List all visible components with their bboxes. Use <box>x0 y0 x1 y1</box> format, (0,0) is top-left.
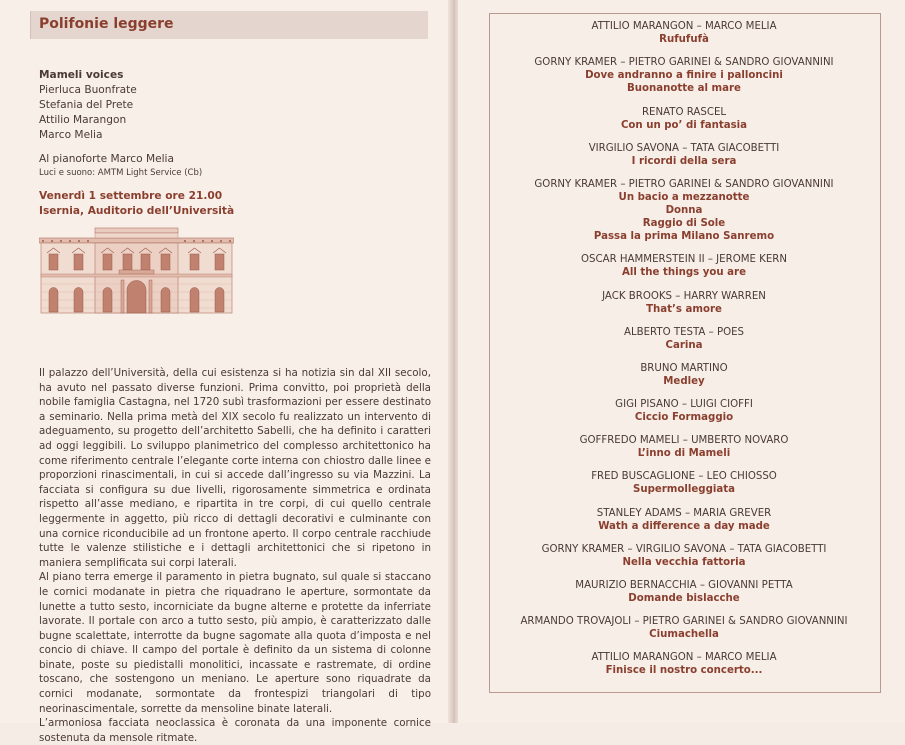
entry-authors: VIRGILIO SAVONA – TATA GIACOBETTI <box>588 142 780 154</box>
program-entry <box>489 56 879 105</box>
history-text <box>39 366 431 745</box>
program-entry <box>489 20 879 56</box>
paragraph: Il palazzo dell’Università, della cui esistenza si ha notizia sin dal XII secolo, ha avuto nel passato diverse funzioni. Prima convitto, poi proprietà della nobile famiglia Castagna, nel 1720 subì trasformazioni per essere destinato a seminario. Nella prima metà del XIX secolo fu realizzato un intervento di adeguamento, su progetto dell’architetto Sabelli, che ha definito i caratteri ad oggi leggibili. Lo sviluppo planimetrico del complesso architettonico ha come riferimento centrale l’elegante corte interna con chiostro dalle linee e proporzioni rinascimentali, in cui si accede dall’ingresso su via Mazzini. La facciata si configura su due livelli, rigorosamente simmetrica e ordinata rispetto all’asse mediano, e ripartita in tre corpi, di cui quello centrale leggermente in aggetto, più ricco di dettagli decorativi e culminante con una cornice riconducibile ad un frontone aperto. Il corpo centrale racchiude tutte le valenze stilistiche e i dettagli architettonici che si ripetono in maniera semplificata sui corpi laterali. <box>39 367 431 569</box>
program-entry <box>489 507 879 543</box>
entry-authors: ARMANDO TROVAJOLI – PIETRO GARINEI & SANDRO GIOVANNINI <box>520 616 848 628</box>
program-entry <box>489 398 879 434</box>
program-entry <box>489 615 879 651</box>
song-title: Carina <box>665 339 703 351</box>
song-title: Medley <box>663 375 705 387</box>
member-name: Stefania del Prete <box>39 99 134 111</box>
song-title: Dove andranno a finire i palloncini <box>585 70 783 82</box>
title-banner <box>30 11 428 39</box>
member-name: Pierluca Buonfrate <box>39 84 137 96</box>
song-title: Un bacio a mezzanotte <box>618 191 750 203</box>
group-name: Mameli voices <box>39 69 124 81</box>
program-entry <box>489 470 879 506</box>
entry-authors: STANLEY ADAMS – MARIA GREVER <box>596 507 772 519</box>
song-title: Con un po’ di fantasia <box>620 119 748 131</box>
program-entry <box>489 253 879 289</box>
member-name: Marco Melia <box>39 129 103 141</box>
song-title: Rufufufà <box>659 34 709 45</box>
song-title: Ciccio Formaggio <box>634 412 734 424</box>
entry-authors: ATTILIO MARANGON – MARCO MELIA <box>591 652 777 664</box>
entry-authors: ALBERTO TESTA – POES <box>623 326 745 338</box>
event-date: Venerdì 1 settembre ore 21.00 <box>39 190 223 202</box>
paragraph: L’armoniosa facciata neoclassica è coronata da una imponente cornice sostenuta da mensole ritmate. <box>39 717 431 744</box>
entry-authors: FRED BUSCAGLIONE – LEO CHIOSSO <box>591 471 777 483</box>
event-venue: Isernia, Auditorio dell’Università <box>39 205 235 217</box>
song-title: Buonanotte al mare <box>627 83 741 95</box>
song-title: That’s amore <box>646 303 722 315</box>
program-entry <box>489 142 879 178</box>
song-title: I ricordi della sera <box>631 155 737 167</box>
song-title: Finisce il nostro concerto... <box>605 665 763 677</box>
piano-credit: Al pianoforte Marco Melia <box>39 153 174 165</box>
program-entry <box>489 178 879 253</box>
program-entry <box>489 106 879 142</box>
song-title: Supermolleggiata <box>632 484 736 496</box>
entry-authors: GORNY KRAMER – VIRGILIO SAVONA – TATA GIACOBETTI <box>541 543 827 555</box>
entry-authors: GORNY KRAMER – PIETRO GARINEI & SANDRO GIOVANNINI <box>534 178 834 190</box>
program-entry <box>489 362 879 398</box>
song-title: Wath a difference a day made <box>598 520 770 532</box>
song-title: All the things you are <box>621 267 746 279</box>
program-entry <box>489 651 879 687</box>
song-title: Passa la prima Milano Sanremo <box>593 230 775 242</box>
program-entry <box>489 579 879 615</box>
song-title: Donna <box>665 204 703 216</box>
program-list <box>489 20 879 688</box>
building-facade-illustration <box>39 226 234 315</box>
song-title: Raggio di Sole <box>642 217 726 229</box>
entry-authors: BRUNO MARTINO <box>640 362 728 374</box>
page-title: Polifonie leggere <box>39 16 174 32</box>
paragraph: Al piano terra emerge il paramento in pietra bugnato, sul quale si staccano le cornici modanate in pietra che riquadrano le aperture, sormontate da lunette a tutto sesto, incorniciate da bugne alterne e protette da inferriate lavorate. Il portale con arco a tutto sesto, più ampio, è caratterizzato dalle bugne scalettate, interrotte da bugne sagomate alla quota d’imposta e nel concio di chiave. Il campo del portale è definito da un sistema di colonne binate, poste su piedistalli monolitici, incassate e rastremate, di ordine toscano, che sostengono un meniano. Le aperture sono riquadrate da cornici modanate, sormontate da frontespizi triangolari di tipo neorinascimentale, sorrette da mensoline binate laterali. <box>39 571 431 715</box>
lighting-credit: Luci e suono: AMTM Light Service (Cb) <box>39 168 203 178</box>
entry-authors: GOFFREDO MAMELI – UMBERTO NOVARO <box>579 435 789 447</box>
program-entry <box>489 543 879 579</box>
member-name: Attilio Marangon <box>39 114 127 126</box>
entry-authors: GIGI PISANO – LUIGI CIOFFI <box>615 399 753 411</box>
song-title: Domande bislacche <box>628 593 740 605</box>
program-entry <box>489 326 879 362</box>
entry-authors: MAURIZIO BERNACCHIA – GIOVANNI PETTA <box>575 580 793 592</box>
entry-authors: RENATO RASCEL <box>641 106 727 118</box>
song-title: L’inno di Mameli <box>637 448 731 460</box>
entry-authors: OSCAR HAMMERSTEIN II – JEROME KERN <box>581 254 787 266</box>
song-title: Nella vecchia fattoria <box>622 556 746 568</box>
event-info <box>39 68 234 219</box>
entry-authors: JACK BROOKS – HARRY WARREN <box>602 290 766 302</box>
program-entry <box>489 290 879 326</box>
entry-authors: ATTILIO MARANGON – MARCO MELIA <box>591 21 777 32</box>
program-entry <box>489 434 879 470</box>
song-title: Ciumachella <box>649 629 719 641</box>
entry-authors: GORNY KRAMER – PIETRO GARINEI & SANDRO GIOVANNINI <box>534 57 834 69</box>
